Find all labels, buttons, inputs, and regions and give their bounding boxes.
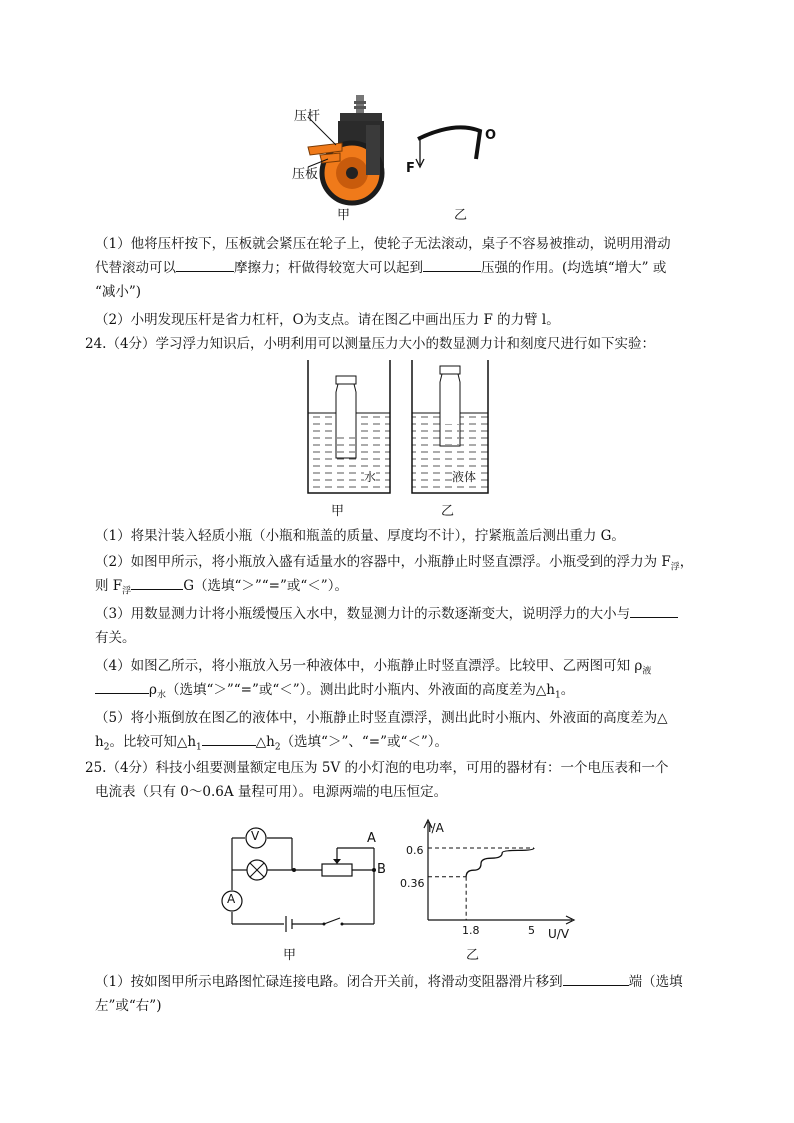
q23-p2: （2）小明发现压杆是省力杠杆，O为支点。请在图乙中画出压力 F 的力臂 l。 — [95, 312, 560, 328]
q25-intro-line1: 25.（4分）科技小组要测量额定电压为 5V 的小灯泡的电功率，可用的器材有：一个电压表和一个 — [85, 760, 669, 776]
q24-s4-line2: $\rho_水$（选填“＞”“=”或“＜”）。测出此时小瓶内、外液面的高度差为$\triangle h_1$。 — [95, 680, 574, 706]
label-press-lever: 压杆 — [294, 109, 321, 124]
figure1-caption-left: 甲 — [337, 208, 351, 223]
answer-blank[interactable] — [176, 258, 234, 272]
x-tick-label: 5 — [528, 924, 535, 937]
q23-p1-line1: （1）他将压杆按下，压板就会紧压在轮子上，使轮子无法滚动，桌子不容易被推动，说明用滑动 — [95, 236, 671, 252]
q25-s1-line1: （1）按如图甲所示电路图忙碌连接电路。闭合开关前，将滑动变阻器滑片移到 端（选填 — [95, 974, 683, 990]
q24-intro: 24.（4分）学习浮力知识后，小明利用可以测量压力大小的数显测力计和刻度尺进行如下实验： — [85, 336, 656, 352]
figure2-caption-left: 甲 — [331, 504, 345, 519]
iu-graph-svg — [392, 810, 592, 950]
lever-arm — [418, 127, 480, 159]
figure1-caption-right: 乙 — [454, 208, 468, 223]
answer-blank[interactable] — [423, 258, 481, 272]
answer-blank[interactable] — [131, 576, 183, 590]
figure-caster-lever — [280, 95, 510, 225]
q25-s1-line2: 左”或“右”) — [95, 998, 162, 1014]
figure-float-bottles — [300, 358, 500, 498]
q24-s5-line2: $h_2$。比较可知$\triangle h_1$ $\triangle h_2$（选填“＞”、“=”或“＜”）。 — [95, 734, 449, 753]
q24-s2-line1: （2）如图甲所示，将小瓶放入盛有适量水的容器中，小瓶静止时竖直漂浮。小瓶受到的浮力为 $F_浮$， — [95, 554, 694, 573]
label-voltmeter: V — [251, 829, 260, 843]
q24-s2-line2: 则 $F_浮$ G（选填“＞”“=”或“＜”）。 — [95, 578, 348, 597]
x-tick-label: 1.8 — [462, 924, 480, 937]
label-liquid: 液体 — [452, 470, 477, 484]
q24-s1: （1）将果汁装入轻质小瓶（小瓶和瓶盖的质量、厚度均不计），拧紧瓶盖后测出重力 G。 — [95, 528, 625, 544]
figure2-caption-right: 乙 — [441, 504, 455, 519]
y-axis-label: I/A — [428, 821, 444, 835]
q23-p1-line2: 代替滚动可以 摩擦力；杆做得较宽大可以起到 压强的作用。(均选填“增大” 或 — [95, 260, 667, 276]
label-pivot-o: O — [485, 128, 497, 143]
q24-s3-line1: （3）用数显测力计将小瓶缓慢压入水中，数显测力计的示数逐渐变大，说明浮力的大小与 — [95, 604, 678, 624]
lever-diagram — [400, 115, 510, 185]
label-end-b: B — [377, 862, 386, 877]
answer-blank[interactable] — [202, 732, 256, 746]
q25-intro-line2: 电流表（只有 0～0.6A 量程可用）。电源两端的电压恒定。 — [95, 784, 448, 800]
answer-blank[interactable] — [95, 680, 149, 694]
iu-graph — [392, 810, 592, 950]
iu-curve — [466, 848, 534, 877]
graph-caption: 乙 — [466, 948, 480, 963]
label-water: 水 — [364, 470, 377, 484]
circuit-diagram — [212, 818, 397, 936]
y-tick-label: 0.6 — [406, 844, 424, 857]
label-ammeter: A — [227, 892, 236, 906]
y-tick-label: 0.36 — [400, 877, 425, 890]
label-end-a: A — [367, 831, 376, 846]
q24-s3-line2: 有关。 — [95, 630, 136, 646]
answer-blank[interactable] — [563, 972, 629, 986]
q23-p1-line3: “减小”) — [95, 284, 142, 300]
circuit-caption: 甲 — [283, 948, 297, 963]
q24-s5-line1: （5）将小瓶倒放在图乙的液体中，小瓶静止时竖直漂浮，测出此时小瓶内、外液面的高度差为△ — [95, 710, 668, 726]
q24-s4-line1: （4）如图乙所示，将小瓶放入另一种液体中，小瓶静止时竖直漂浮。比较甲、乙两图可知 $\rho_液$ — [95, 658, 652, 677]
label-press-plate: 压板 — [292, 167, 319, 182]
x-axis-label: U/V — [548, 927, 570, 941]
answer-blank[interactable] — [630, 604, 678, 618]
label-force-f: F — [406, 161, 415, 176]
